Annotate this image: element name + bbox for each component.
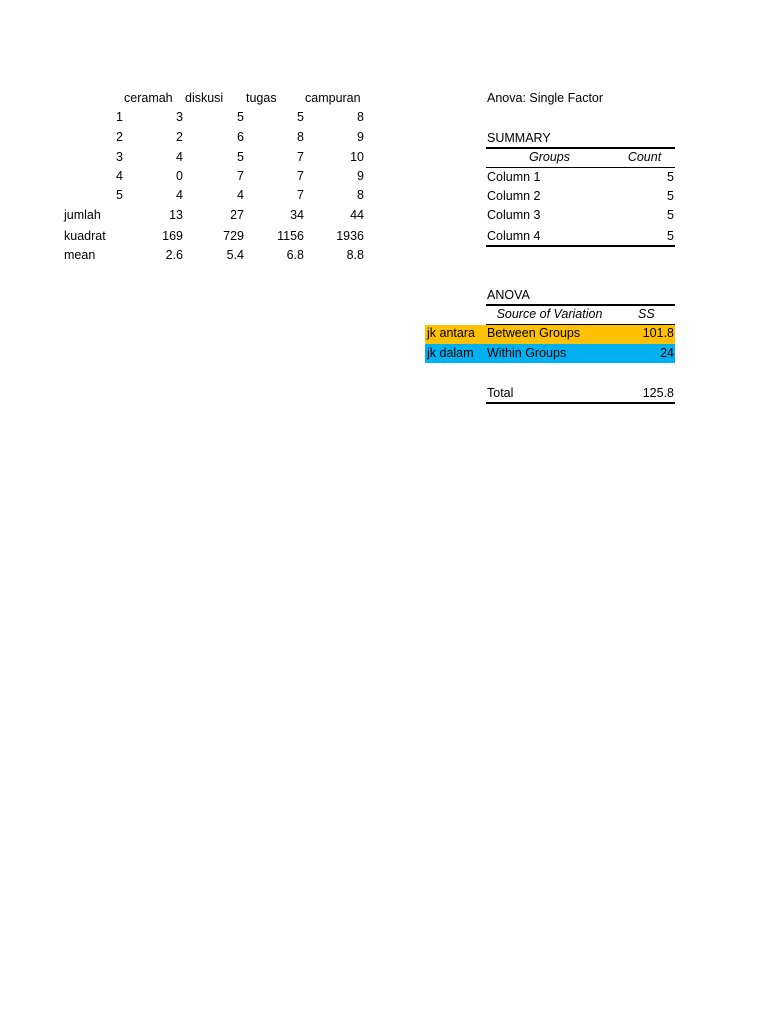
table-cell: 2 (176, 130, 183, 144)
summary-group: Column 2 (487, 189, 541, 203)
table-cell: 6.8 (286, 248, 304, 262)
table-cell: 5 (237, 110, 244, 124)
row-number: 5 (116, 188, 123, 202)
summary-header-groups: Groups (529, 150, 570, 164)
table-cell: 6 (237, 130, 244, 144)
table-cell: 5 (297, 110, 304, 124)
row-number: 1 (116, 110, 123, 124)
total-label: Total (487, 386, 514, 400)
summary-count: 5 (667, 208, 674, 222)
table-cell: 5.4 (226, 248, 244, 262)
table-cell: 5 (237, 150, 244, 164)
jk-dalam-label: jk dalam (427, 346, 474, 360)
table-cell: 44 (350, 208, 364, 222)
row-label-kuadrat: kuadrat (64, 229, 106, 243)
table-cell: 4 (237, 188, 244, 202)
row-number: 3 (116, 150, 123, 164)
table-cell: 10 (350, 150, 364, 164)
between-groups-ss: 101.8 (642, 326, 674, 340)
anova-title: Anova: Single Factor (487, 91, 604, 105)
summary-count: 5 (667, 189, 674, 203)
summary-count: 5 (667, 229, 674, 243)
total-ss: 125.8 (642, 386, 674, 400)
summary-bottom-rule (486, 245, 675, 247)
row-label-mean: mean (64, 248, 96, 262)
table-cell: 7 (237, 169, 244, 183)
summary-group: Column 1 (487, 170, 541, 184)
table-cell: 8.8 (346, 248, 364, 262)
table-cell: 8 (357, 188, 364, 202)
within-groups-ss: 24 (660, 346, 674, 360)
summary-label: SUMMARY (487, 131, 551, 145)
table-cell: 3 (176, 110, 183, 124)
table-cell: 729 (223, 229, 244, 243)
row-number: 4 (116, 169, 123, 183)
table-cell: 8 (357, 110, 364, 124)
summary-count: 5 (667, 170, 674, 184)
summary-group: Column 3 (487, 208, 541, 222)
row-label-jumlah: jumlah (64, 208, 101, 222)
anova-header-ss: SS (638, 307, 655, 321)
summary-group: Column 4 (487, 229, 541, 243)
table-cell: 1156 (277, 229, 304, 243)
table-cell: 1936 (336, 229, 364, 243)
table-cell: 9 (357, 169, 364, 183)
anova-bottom-rule (486, 402, 675, 404)
table-cell: 169 (162, 229, 183, 243)
header-ceramah: ceramah (124, 91, 173, 105)
table-cell: 34 (290, 208, 304, 222)
summary-header-count: Count (627, 150, 662, 164)
table-cell: 9 (357, 130, 364, 144)
header-campuran: campuran (305, 91, 361, 105)
header-tugas: tugas (246, 91, 277, 105)
table-cell: 8 (297, 130, 304, 144)
jk-antara-label: jk antara (427, 326, 475, 340)
table-cell: 0 (176, 169, 183, 183)
table-cell: 7 (297, 150, 304, 164)
header-diskusi: diskusi (185, 91, 224, 105)
table-cell: 2.6 (165, 248, 183, 262)
anova-label: ANOVA (487, 288, 530, 302)
between-groups-label: Between Groups (487, 326, 581, 340)
anova-header-source: Source of Variation (496, 307, 603, 321)
table-cell: 27 (230, 208, 244, 222)
table-cell: 4 (176, 150, 183, 164)
table-cell: 4 (176, 188, 183, 202)
within-groups-label: Within Groups (487, 346, 567, 360)
table-cell: 7 (297, 188, 304, 202)
row-number: 2 (116, 130, 123, 144)
table-cell: 7 (297, 169, 304, 183)
table-cell: 13 (169, 208, 183, 222)
